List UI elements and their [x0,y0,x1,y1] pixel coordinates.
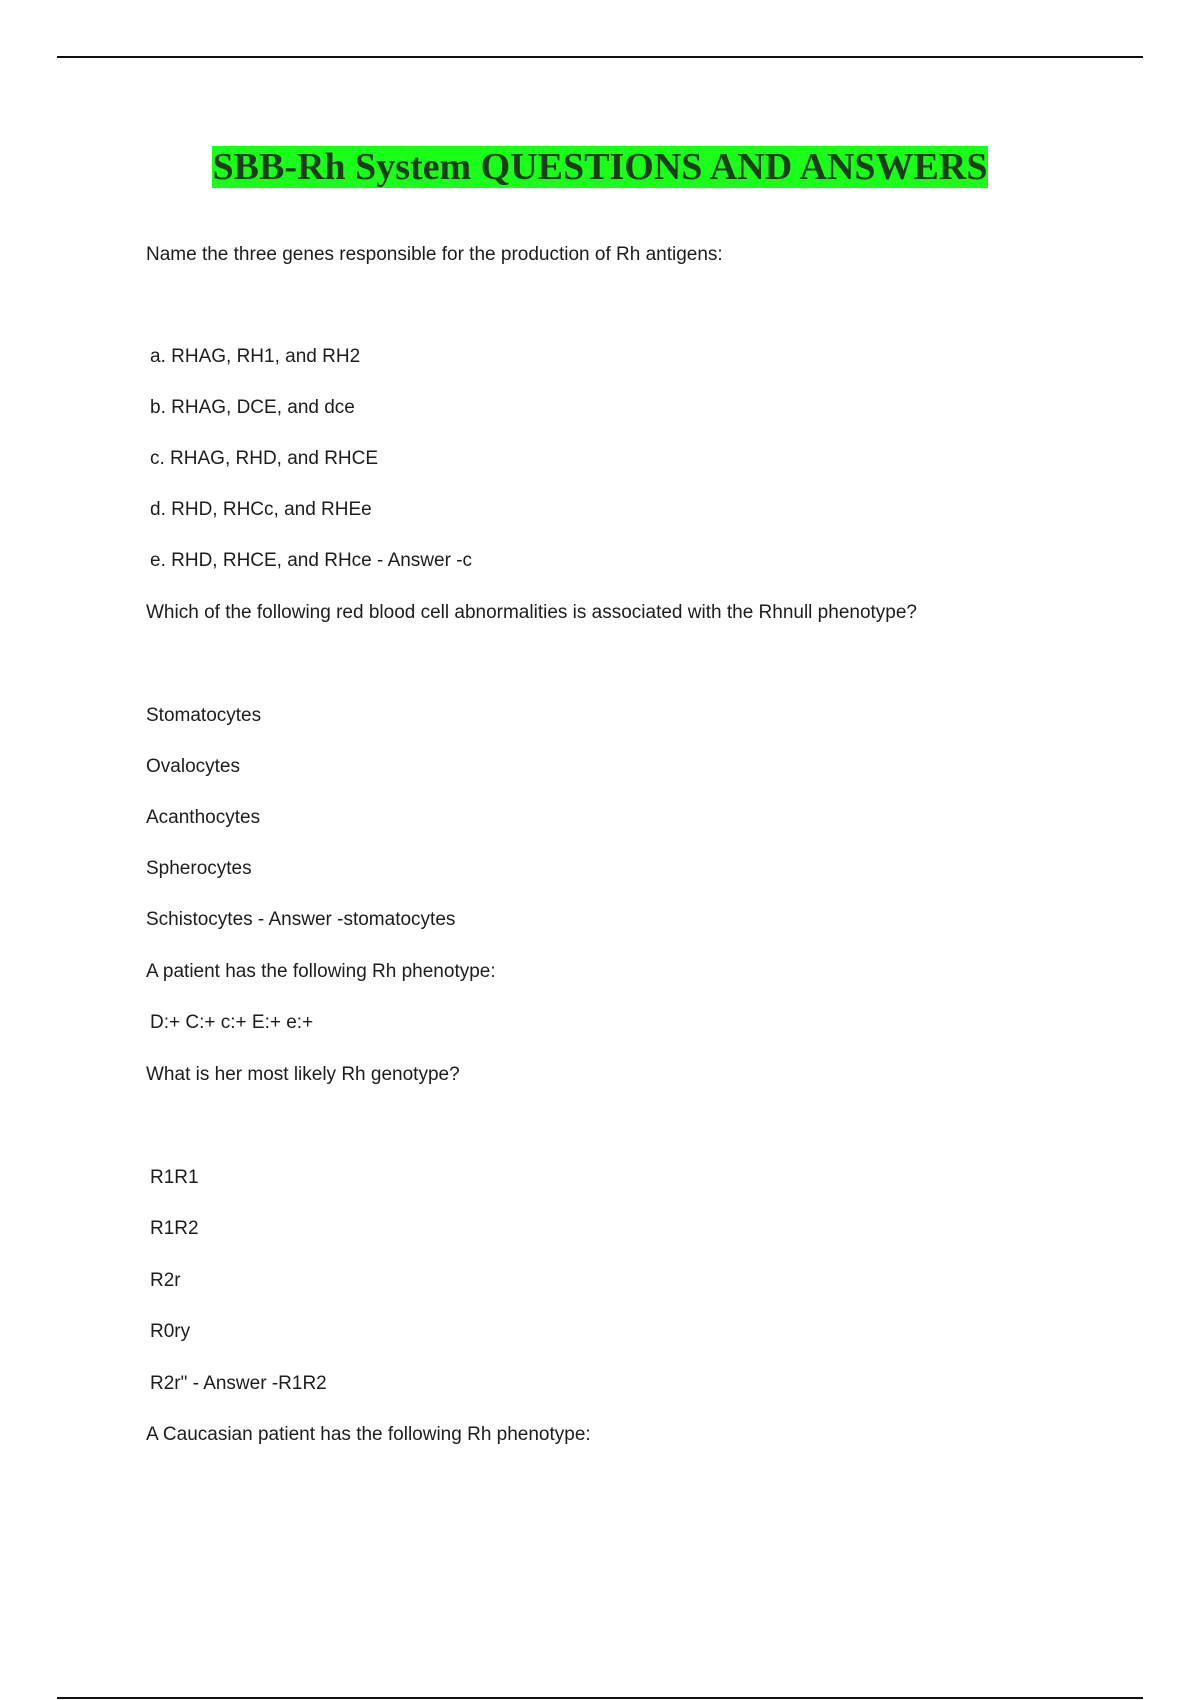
q1-option-e-answer: e. RHD, RHCE, and RHce - Answer -c [150,550,473,571]
q3-phenotype: D:+ C:+ c:+ E:+ e:+ [150,1012,314,1033]
q1-option-d: d. RHD, RHCc, and RHEe [150,499,372,520]
q2-option-2: Ovalocytes [146,756,240,777]
q2-option-1: Stomatocytes [146,705,262,726]
question-3-prompt: What is her most likely Rh genotype? [146,1064,460,1085]
question-4: A Caucasian patient has the following Rh phenotype: [146,1424,591,1445]
q3-option-2: R1R2 [150,1218,199,1239]
q2-option-4: Spherocytes [146,858,252,879]
title-block [0,146,1200,188]
header-rule [57,56,1143,58]
q3-option-5-answer: R2r" - Answer -R1R2 [150,1373,327,1394]
q1-option-a: a. RHAG, RH1, and RH2 [150,346,361,367]
q3-option-3: R2r [150,1270,181,1291]
q2-option-5-answer: Schistocytes - Answer -stomatocytes [146,909,456,930]
footer-rule [57,1697,1143,1699]
q3-option-4: R0ry [150,1321,191,1342]
question-2: Which of the following red blood cell abnormalities is associated with the Rhnull phenotype? [146,602,917,623]
question-1: Name the three genes responsible for the production of Rh antigens: [146,244,723,265]
q3-option-1: R1R1 [150,1167,199,1188]
q1-option-c: c. RHAG, RHD, and RHCE [150,448,379,469]
q2-option-3: Acanthocytes [146,807,261,828]
q1-option-b: b. RHAG, DCE, and dce [150,397,355,418]
question-3: A patient has the following Rh phenotype: [146,961,496,982]
document-title: SBB-Rh System QUESTIONS AND ANSWERS [212,146,988,188]
